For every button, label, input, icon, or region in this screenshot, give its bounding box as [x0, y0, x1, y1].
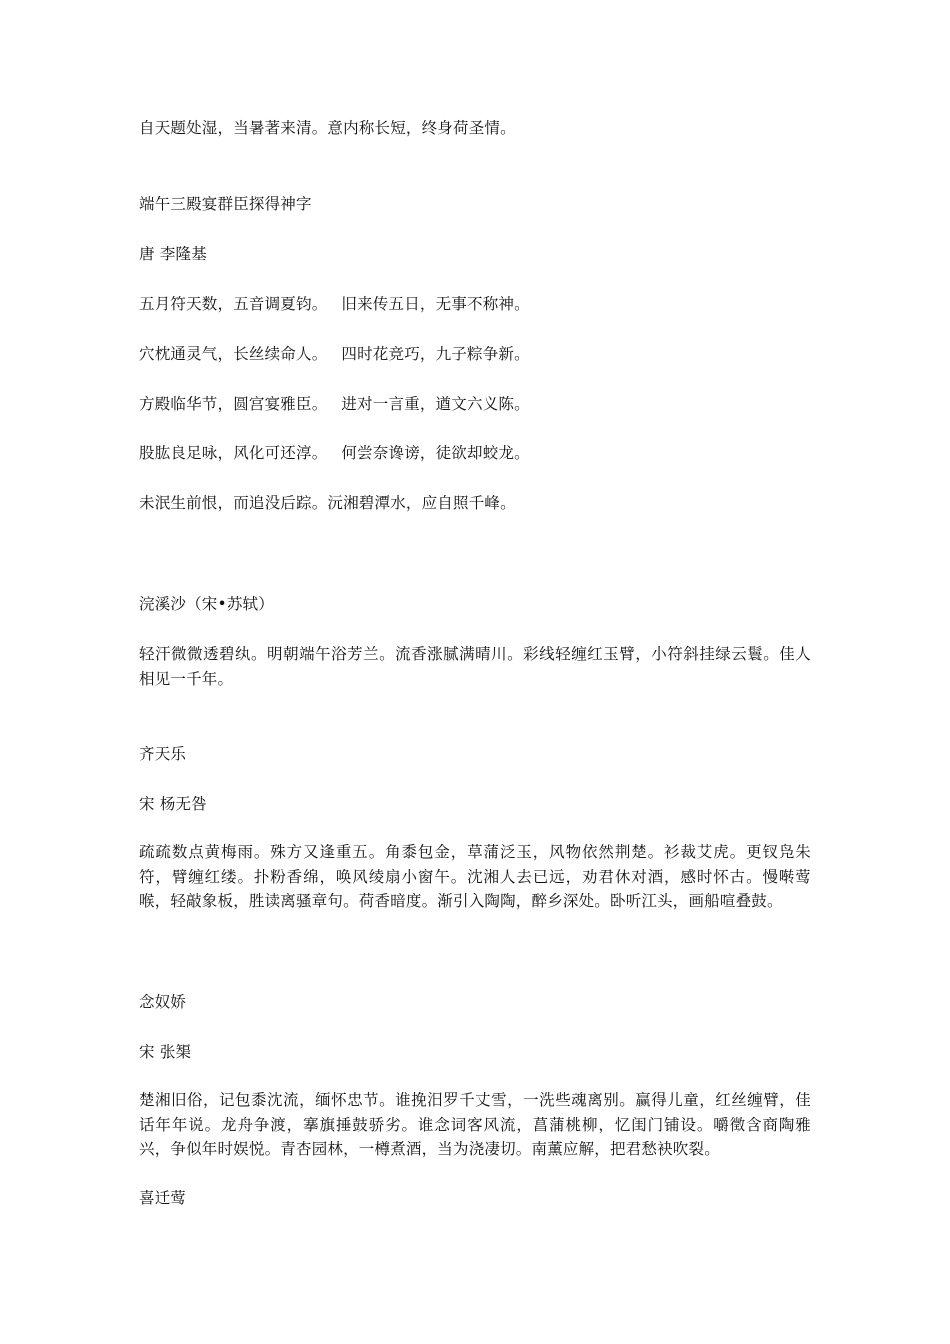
poem-author: 宋 杨无咎	[139, 795, 207, 813]
poem-line: 股肱良足咏，风化可还淳。	[139, 444, 328, 462]
poem-body: 轻汗微微透碧纨。明朝端午浴芳兰。流香涨腻满晴川。彩线轻缠红玉臂，小符斜挂绿云鬟。佳人相见一千年。	[139, 645, 811, 688]
poem-line: 方殿临华节，圆宫宴雅臣。	[139, 395, 328, 413]
poem-body: 疏疏数点黄梅雨。殊方又逢重五。角黍包金，草蒲泛玉，风物依然荆楚。衫裁艾虎。更钗凫朱符，臂缠红缕。扑粉香绵，唤风绫扇小窗午。沈湘人去已远，劝君休对酒，感时怀古。慢啭莺喉，轻敲象板，胜读离骚章句。荷香暗度。渐引入陶陶，醉乡深处。卧听江头，画船喧叠鼓。	[139, 843, 811, 910]
poem-title: 端午三殿宴群臣探得神字	[139, 195, 312, 213]
poem-line: 旧来传五日，无事不称神。	[341, 295, 530, 313]
poem-title: 念奴娇	[139, 993, 187, 1011]
poem-couplet	[139, 292, 819, 317]
poem-line: 自天题处湿，当暑著来清。意内称长短，终身荷圣情。	[139, 119, 516, 137]
poem-line: 四时花竞巧，九子粽争新。	[341, 345, 530, 363]
poem-line: 五月符天数，五音调夏钧。	[139, 295, 328, 313]
poem-couplet	[139, 392, 819, 417]
poem-title: 浣溪沙（宋•苏轼）	[139, 595, 274, 613]
poem-line: 未泯生前恨，而追没后踪。沅湘碧潭水，应自照千峰。	[139, 494, 516, 512]
poem-couplet	[139, 441, 819, 466]
poem-couplet	[139, 342, 819, 367]
poem-line: 进对一言重，遒文六义陈。	[341, 395, 530, 413]
poem-line: 穴枕通灵气，长丝续命人。	[139, 345, 328, 363]
poem-author: 唐 李隆基	[139, 245, 207, 263]
poem-author: 宋 张榘	[139, 1043, 192, 1061]
poem-body: 楚湘旧俗，记包黍沈流，缅怀忠节。谁挽汨罗千丈雪，一洗些魂离别。赢得儿童，红丝缠臂，佳话年年说。龙舟争渡，搴旗捶鼓骄劣。谁念词客风流，菖蒲桃柳，忆闺门铺设。嚼徵含商陶雅兴，争似年时娱悦。青杏园林，一樽煮酒，当为浇凄切。南薰应解，把君愁袂吹裂。	[139, 1091, 811, 1158]
poem-title: 喜迁莺	[139, 1189, 187, 1207]
poem-line: 何尝奈谗谤，徒欲却蛟龙。	[341, 444, 530, 462]
poem-title: 齐天乐	[139, 745, 187, 763]
